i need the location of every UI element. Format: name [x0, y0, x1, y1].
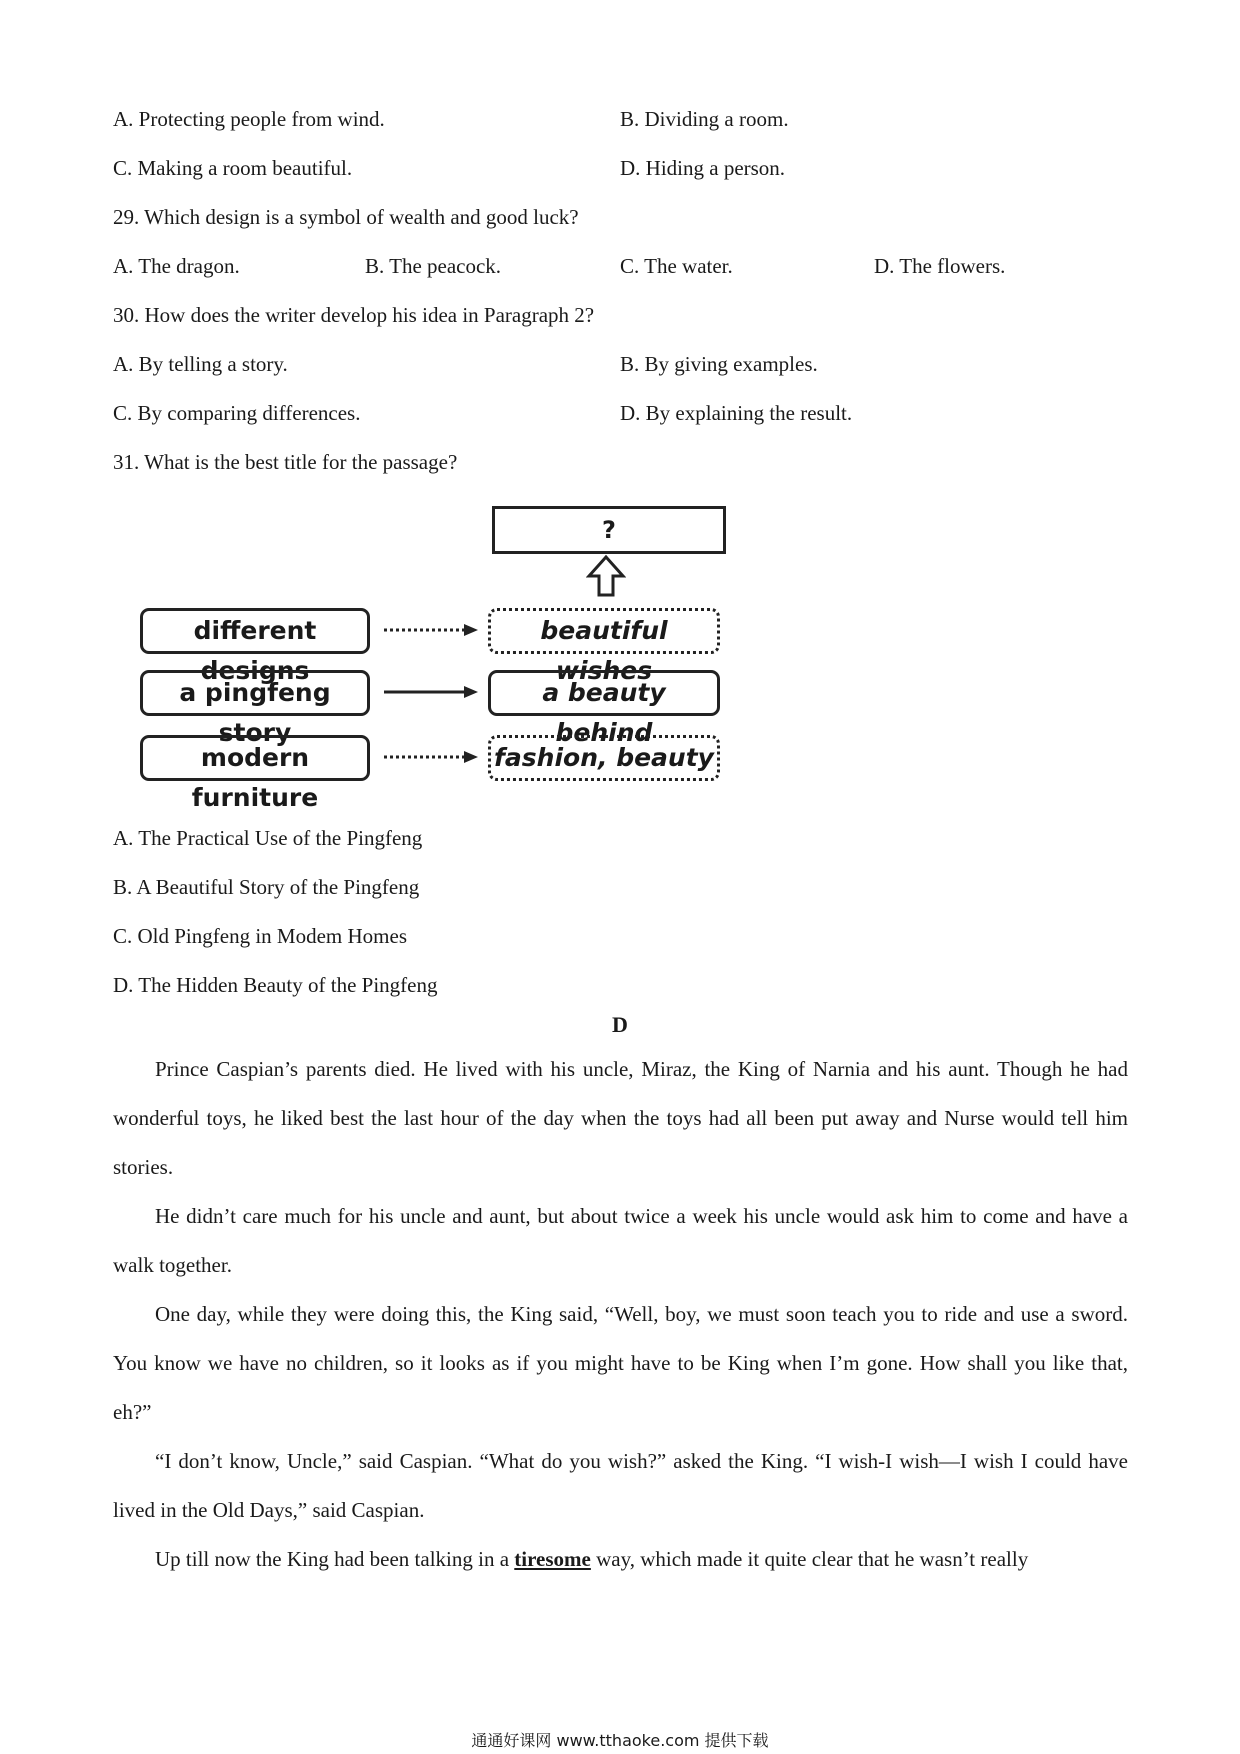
paragraph-5-text-after: way, which made it quite clear that he wasn’t really: [590, 1547, 1029, 1571]
diagram-right-box-2: a beauty behind: [488, 670, 720, 716]
diagram-connectors: [382, 608, 482, 778]
q31-option-b: B. A Beautiful Story of the Pingfeng: [113, 875, 420, 899]
paragraph-3-text: One day, while they were doing this, the King said, “Well, boy, we must soon teach you to ride and use a sword. You know we have no children, so it looks as if you might have to be King when I’m gone. How shall you like that, eh?”: [113, 1302, 1128, 1424]
q30-option-c: C. By comparing differences.: [113, 401, 361, 425]
diagram-left-box-1: different designs: [140, 608, 370, 654]
underlined-word: tiresome: [514, 1547, 591, 1571]
q29-option-d: D. The flowers.: [874, 254, 1006, 278]
q29-option-c: C. The water.: [620, 254, 733, 278]
q29-question: 29. Which design is a symbol of wealth and good luck?: [113, 205, 579, 229]
up-arrow-icon: [586, 554, 626, 598]
q30-question: 30. How does the writer develop his idea in Paragraph 2?: [113, 303, 595, 327]
q28-option-c: C. Making a room beautiful.: [113, 156, 353, 180]
q31-question: 31. What is the best title for the passage?: [113, 450, 458, 474]
diagram-right-box-1: beautiful wishes: [488, 608, 720, 654]
q30-option-d: D. By explaining the result.: [620, 401, 853, 425]
q30-option-b: B. By giving examples.: [620, 352, 818, 376]
q28-option-a: A. Protecting people from wind.: [113, 107, 385, 131]
paragraph-2-text: He didn’t care much for his uncle and aunt, but about twice a week his uncle would ask him to come and have a walk together.: [113, 1204, 1128, 1277]
paragraph-2: [113, 1192, 1128, 1290]
q31-option-d: D. The Hidden Beauty of the Pingfeng: [113, 973, 438, 997]
q31-option-c: C. Old Pingfeng in Modem Homes: [113, 924, 407, 948]
q29-option-b: B. The peacock.: [365, 254, 502, 278]
q30-option-a: A. By telling a story.: [113, 352, 288, 376]
diagram-title-box: ?: [492, 506, 726, 554]
q28-option-b: B. Dividing a room.: [620, 107, 789, 131]
paragraph-1-text: Prince Caspian’s parents died. He lived with his uncle, Miraz, the King of Narnia and his aunt. Though he had wonderful toys, he liked best the last hour of the day when the toys had all been put away and Nurse would tell him stories.: [113, 1057, 1128, 1179]
paragraph-1: [113, 1045, 1128, 1192]
q31-option-a: A. The Practical Use of the Pingfeng: [113, 826, 423, 850]
title-diagram: [130, 498, 750, 812]
paragraph-5: [113, 1535, 1128, 1584]
paragraph-4: [113, 1437, 1128, 1535]
q28-option-d: D. Hiding a person.: [620, 156, 786, 180]
q29-option-a: A. The dragon.: [113, 254, 240, 278]
diagram-left-box-3: modern furniture: [140, 735, 370, 781]
paragraph-5-text-before: Up till now the King had been talking in a: [155, 1547, 515, 1571]
diagram-left-box-2: a pingfeng story: [140, 670, 370, 716]
diagram-right-box-3: fashion, beauty: [488, 735, 720, 781]
page-footer: 通通好课网 www.tthaoke.com 提供下载: [471, 1731, 769, 1750]
paragraph-3: [113, 1290, 1128, 1437]
section-heading: D: [612, 1012, 628, 1037]
paragraph-4-text: “I don’t know, Uncle,” said Caspian. “What do you wish?” asked the King. “I wish-I wish—I wish I could have lived in the Old Days,” said Caspian.: [113, 1449, 1128, 1522]
